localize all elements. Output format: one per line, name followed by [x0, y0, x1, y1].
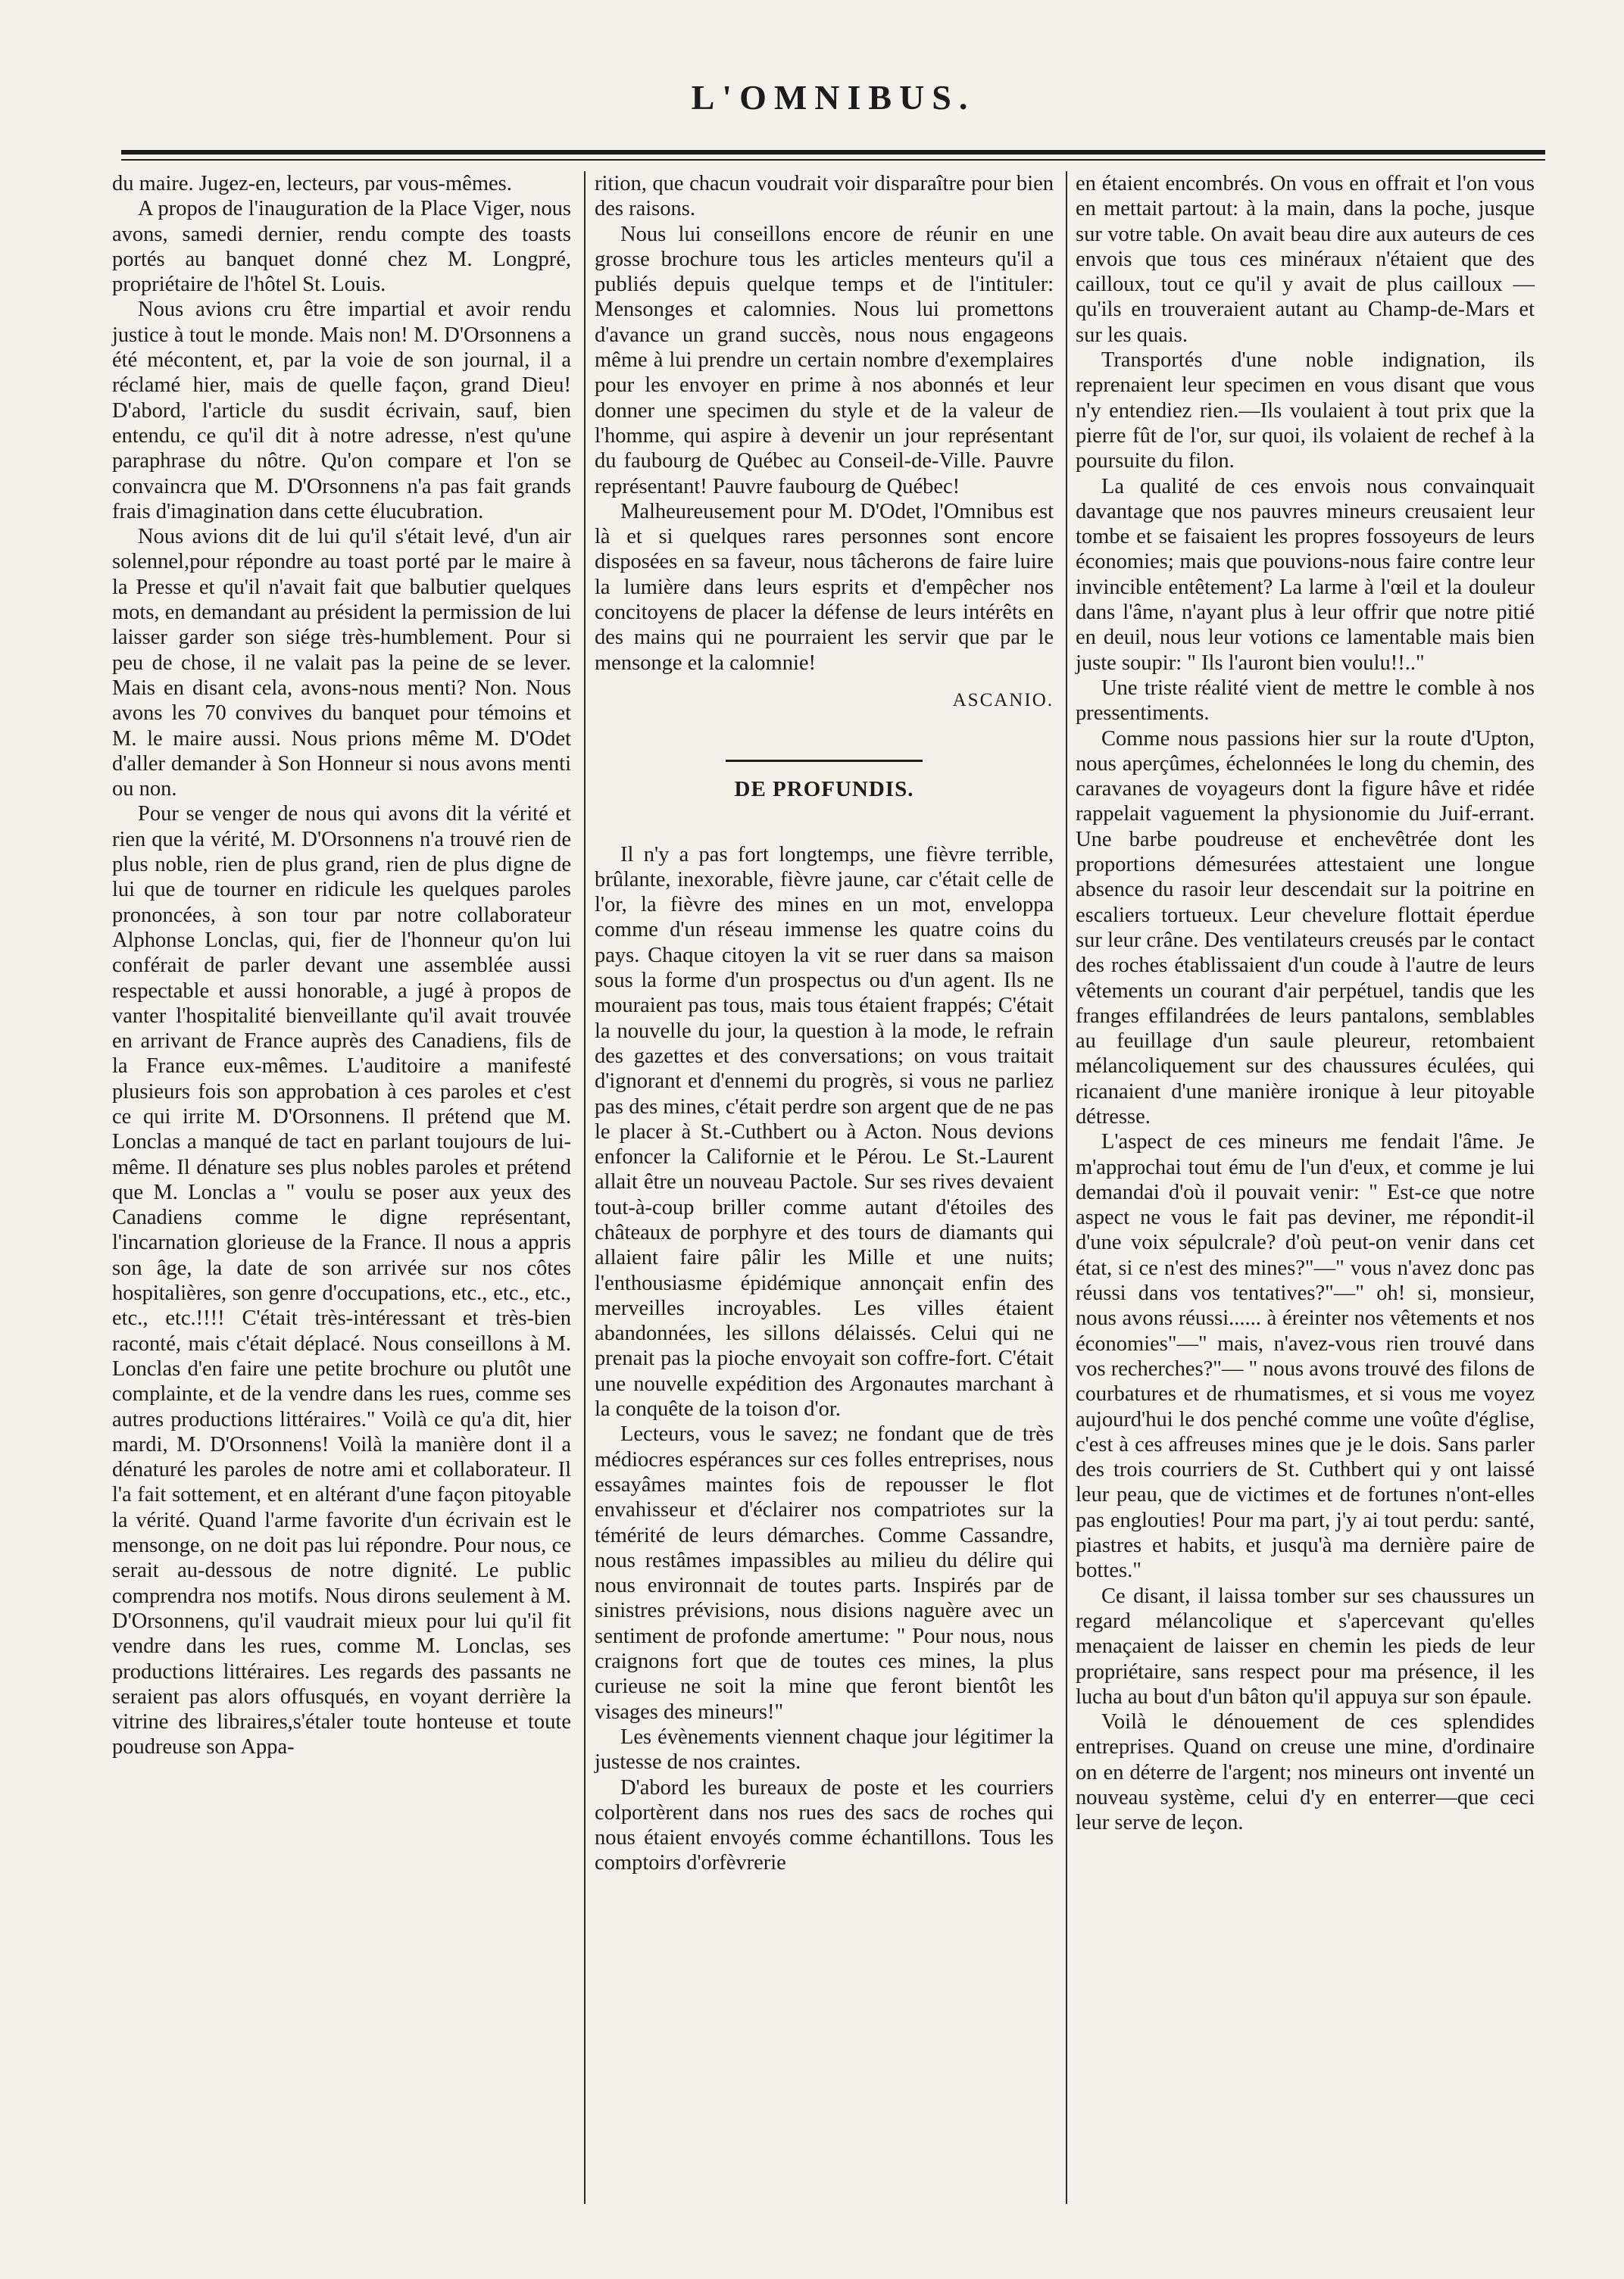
paragraph: La qualité de ces envois nous convainquait davantage que nos pauvres mineurs creusaient leur tombe et se faisaient les propres fossoyeurs de leurs économies; mais que pouvions-nous faire contre leur invincible entêtement? La larme à l'œil et la douleur dans l'âme, n'ayant plus à leur offrir que notre pitié en deuil, nous leur votions ce lamentable mais bien juste soupir: " Ils l'auront bien voulu!!.." [1076, 474, 1535, 675]
paragraph: Lecteurs, vous le savez; ne fondant que de très médiocres espérances sur ces folles entreprises, nous essayâmes maintes fois de repousser le flot envahisseur et d'éclairer nos compatriotes sur la témérité de leurs démarches. Comme Cassandre, nous restâmes impassibles au milieu du délire qui nous environnait de toutes parts. Inspirés par de sinistres prévisions, nous disions naguère avec un sentiment de profonde amertume: " Pour nous, nous craignons fort que de toutes ces mines, la plus curieuse ne soit la mine que feront bientôt les visages des mineurs!" [595, 1422, 1054, 1724]
column-3 [1076, 171, 1535, 1836]
article-heading: DE PROFUNDIS. [734, 777, 914, 802]
masthead-title: L'OMNIBUS. [691, 78, 976, 117]
author-signature: ASCANIO. [952, 689, 1054, 710]
paragraph: Nous avions dit de lui qu'il s'était levé, d'un air solennel,pour répondre au toast porté par le maire à la Presse et qu'il n'avait fait que balbutier quelques mots, en demandant au président la permission de lui laisser garder son siége très-humblement. Pour si peu de chose, il ne valait pas la peine de se lever. Mais en disant cela, avons-nous menti? Non. Nous avons les 70 convives du banquet pour témoins et M. le maire aussi. Nous prions même M. D'Odet d'aller demander à Son Honneur si nous avons menti ou non. [112, 525, 571, 801]
paragraph: Malheureusement pour M. D'Odet, l'Omnibus est là et si quelques rares personnes sont encore disposées en sa faveur, nous tâcherons de faire luire la lumière dans leurs esprits et d'empêcher nos concitoyens de placer la défense de leurs intérêts en des mains qui ne pourraient les servir que par le mensonge et la calomnie! [595, 499, 1054, 675]
masthead-rule-thin [121, 159, 1545, 161]
paragraph: Nous avions cru être impartial et avoir rendu justice à tout le monde. Mais non! M. D'Orsonnens a été mécontent, et, par la voie de son journal, il a réclamé hier, mais de quelle façon, grand Dieu! D'abord, l'article du susdit écrivain, sauf, bien entendu, ce qu'il dit à notre adresse, n'est qu'une paraphrase du nôtre. Qu'on compare et l'on se convaincra que M. D'Orsonnens n'a pas fait grands frais d'imagination dans cette élucubration. [112, 298, 571, 523]
paragraph: Pour se venger de nous qui avons dit la vérité et rien que la vérité, M. D'Orsonnens n'a trouvé rien de plus noble, rien de plus grand, rien de plus digne de lui que de tourner en ridicule les quelques paroles prononcées, à son tour par notre collaborateur Alphonse Lonclas, qui, fier de l'honneur qu'on lui conférait de parler devant une assemblée aussi respectable et aussi honorable, a jugé à propos de vanter l'hospitalité bienveillante qu'il avait trouvée en arrivant de France auprès des Canadiens, fils de la France eux-mêmes. L'auditoire a manifesté plusieurs fois son approbation à ces paroles et c'est ce qui irrite M. D'Orsonnens. Il prétend que M. Lonclas a manqué de tact en parlant toujours de lui-même. Il dénature ses plus nobles paroles et prétend que M. Lonclas a " voulu se poser aux yeux des Canadiens comme le digne représentant, l'incarnation glorieuse de la France. Il nous a appris son âge, la date de son arrivée sur nos côtes hospitalières, son genre d'occupations, etc., etc., etc., etc., etc.!!!! C'était très-intéressant et très-bien raconté, mais c'était déplacé. Nous conseillons à M. Lonclas d'en faire une petite brochure ou plutôt une complainte, et de la vendre dans les rues, comme ses autres productions littéraires." Voilà ce qu'a dit, hier mardi, M. D'Orsonnens! Voilà la manière dont il a dénaturé les paroles de notre ami et collaborateur. Il l'a fait sottement, et en altérant d'une façon pitoyable la vérité. Quand l'arme favorite d'un écrivain est le mensonge, on ne doit pas lui répondre. Pour nous, ce serait au-dessous de notre dignité. Le public comprendra nos motifs. Nous dirons seulement à M. D'Orsonnens, qu'il vaudrait mieux pour lui qu'il fit vendre dans les rues, comme M. Lonclas, ses productions littéraires. Les regards des passants ne seraient pas alors offusqués, en voyant derrière la vitrine des libraires,s'étaler toute honteuse et toute poudreuse son Appa- [112, 802, 571, 1759]
paragraph: L'aspect de ces mineurs me fendait l'âme. Je m'approchai tout ému de l'un d'eux, et comme je lui demandai d'où il pouvait venir: " Est-ce que notre aspect ne vous le fait pas deviner, me répondit-il d'une voix sépulcrale? d'où peut-on venir dans cet état, si ce n'est des mines?"—" vous n'avez donc pas réussi dans vos tentatives?"—" oh! si, monsieur, nous avons réussi...... à éreinter nos vêtements et nos économies"—" mais, n'avez-vous rien trouvé dans vos recherches?"— " nous avons trouvé des filons de courbatures et de rhumatismes, et si vous me voyez aujourd'hui le dos penché comme une voûte d'église, c'est à ces affreuses mines que je le dois. Sans parler des trois courriers de St. Cuthbert qui y ont laissé leur peau, que de victimes et de fortunes n'ont-elles pas englouties! Pour ma part, j'y ai tout perdu: santé, piastres et habits, et jusqu'à ma dernière paire de bottes." [1076, 1130, 1535, 1583]
column-divider [1066, 171, 1067, 2204]
masthead-rule-thick [121, 150, 1545, 155]
paragraph: Il n'y a pas fort longtemps, une fièvre terrible, brûlante, inexorable, fièvre jaune, car c'était celle de l'or, la fièvre des mines en un mot, enveloppa comme d'un réseau immense les quatre coins du pays. Chaque citoyen la vit se ruer dans sa maison sous la forme d'un prospectus ou d'un agent. Ils ne mouraient pas tous, mais tous étaient frappés; C'était la nouvelle du jour, la question à la mode, le refrain des gazettes et des conversations; on vous traitait d'ignorant et d'ennemi du progrès, si vous ne parliez pas des mines, c'était perdre son argent que de ne pas le placer à St.-Cuthbert ou à Acton. Nous devions enfoncer la Californie et le Pérou. Le St.-Laurent allait être un nouveau Pactole. Sur ses rives devaient tout-à-coup briller comme autant d'étoiles des châteaux de porphyre et des tours de diamants qui allaient faire pâlir les Mille et une nuits; l'enthousiasme épidémique annonçait enfin des merveilles incroyables. Les villes étaient abandonnées, les sillons délaissés. Celui qui ne prenait pas la pioche envoyait son coffre-fort. C'était une nouvelle expédition des Argonautes marchant à la conquête de la toison d'or. [595, 842, 1054, 1422]
article-separator [726, 760, 923, 762]
paragraph: Les évènements viennent chaque jour légitimer la justesse de nos craintes. [595, 1725, 1054, 1775]
paragraph: A propos de l'inauguration de la Place Viger, nous avons, samedi dernier, rendu compte des toasts portés au banquet donné chez M. Longpré, propriétaire de l'hôtel St. Louis. [112, 197, 571, 297]
paragraph: Transportés d'une noble indignation, ils reprenaient leur specimen en vous disant que vous n'y entendiez rien.—Ils voulaient à tout prix que la pierre fût de l'or, sur quoi, ils volaient de rechef à la poursuite du filon. [1076, 348, 1535, 473]
column-1 [112, 171, 571, 1760]
column-2 [595, 171, 1054, 1876]
paragraph: D'abord les bureaux de poste et les courriers colportèrent dans nos rues des sacs de roches qui nous étaient envoyés comme échantillons. Tous les comptoirs d'orfèvrerie [595, 1775, 1054, 1875]
paragraph: du maire. Jugez-en, lecteurs, par vous-mêmes. [112, 172, 512, 195]
paragraph: Ce disant, il laissa tomber sur ses chaussures un regard mélancolique et s'apercevant qu'elles menaçaient de laisser en chemin les pieds de leur propriétaire, sans respect pour ma présence, il les lucha au bout d'un bâton qu'il appuya sur son épaule. [1076, 1584, 1535, 1709]
column-divider [584, 171, 586, 2204]
paragraph: Comme nous passions hier sur la route d'Upton, nous aperçûmes, échelonnées le long du chemin, des caravanes de voyageurs dont la figure hâve et ridée rappelait vaguement la physionomie du Juif-errant. Une barbe poudreuse et enchevêtrée dont les proportions démesurées attestaient une longue absence du rasoir leur descendait sur la poitrine en escaliers tortueux. Leur chevelure flottait éperdue sur leur crâne. Des ventilateurs creusés par le contact des roches établissaient d'un coude à l'autre de leurs vêtements un courant d'air perpétuel, tandis que les franges effilandrées de leurs pantalons, semblables au feuillage d'un saule pleureur, retombaient mélancoliquement sur des chaussures éculées, qui ricanaient d'une manière ironique à leur pitoyable détresse. [1076, 726, 1535, 1129]
paragraph: rition, que chacun voudrait voir disparaître pour bien des raisons. [595, 172, 1054, 221]
paragraph: Voilà le dénouement de ces splendides entreprises. Quand on creuse une mine, d'ordinaire on en déterre de l'argent; nos mineurs ont inventé un nouveau système, celui d'y en enterrer—que ceci leur serve de leçon. [1076, 1710, 1535, 1835]
paragraph: en étaient encombrés. On vous en offrait et l'on vous en mettait partout: à la main, dans la poche, jusque sur votre table. On avait beau dire aux auteurs de ces envois que tous ces minéraux n'étaient que des cailloux, tout ce qu'il y avait de plus cailloux — qu'ils en trouveraient autant au Champ-de-Mars et sur les quais. [1076, 172, 1535, 347]
paragraph: Une triste réalité vient de mettre le comble à nos pressentiments. [1076, 676, 1535, 726]
paragraph: Nous lui conseillons encore de réunir en une grosse brochure tous les articles menteurs qu'il a publiés depuis quelque temps et de l'intituler: Mensonges et calomnies. Nous lui promettons d'avance un grand succès, nous nous engageons même à lui prendre un certain nombre d'exemplaires pour les envoyer en prime à nos abonnés et leur donner une specimen du style et de la valeur de l'homme, qui aspire à devenir un jour représentant du faubourg de Québec au Conseil-de-Ville. Pauvre représentant! Pauvre faubourg de Québec! [595, 222, 1054, 498]
